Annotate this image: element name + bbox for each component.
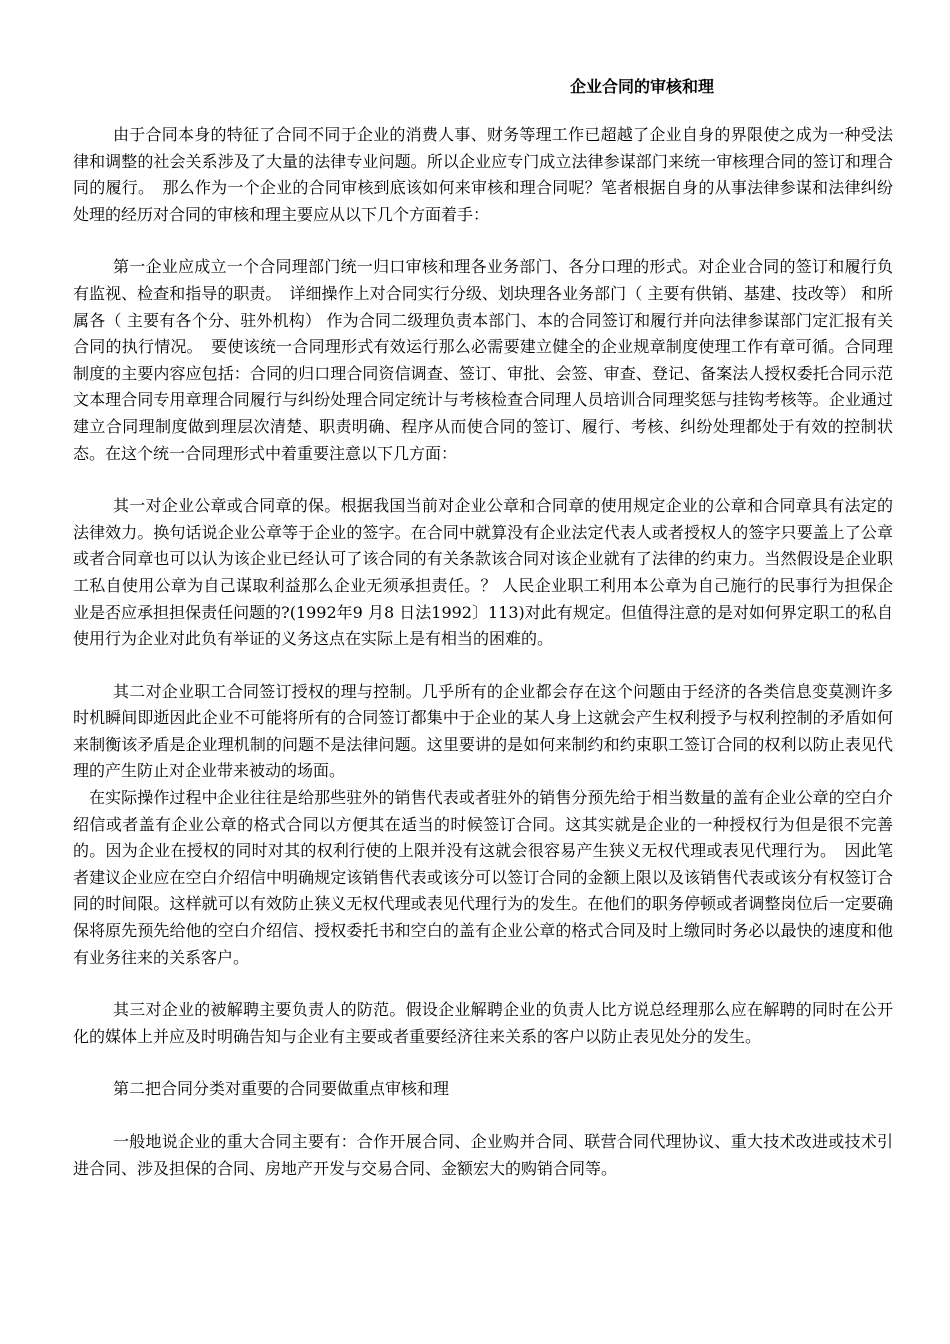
paragraph-intro: 由于合同本身的特征了合同不同于企业的消费人事、财务等理工作已超越了企业自身的界限使之成为一种受法律和调整的社会关系涉及了大量的法律专业问题。所以企业应专门成立法律参谋部门来统一审核理合同的签订和理合同的履行。 那么作为一个企业的合同审核到底该如何来审核和理合同呢？笔者根据自身的从事法律参谋和法律纠纷处理的经历对合同的审核和理主要应从以下几个方面着手： bbox=[73, 125, 893, 224]
paragraph-point-one: 其一对企业公章或合同章的保。根据我国当前对企业公章和合同章的使用规定企业的公章和合同章具有法定的法律效力。换句话说企业公章等于企业的签字。在合同中就算没有企业法定代表人或者授权人的签字只要盖上了公章或者合同章也可以认为该企业已经认可了该合同的有关条款该合同对该企业就有了法律的约束力。当然假设是企业职工私自使用公章为自己谋取利益那么企业无须承担责任。？ 人民企业职工利用本公章为自己施行的民事行为担保企业是否应承担担保责任问题的?(1992年9 月8 日法1992〕113)对此有规定。但值得注意的是对如何界定职工的私自使用行为企业对此负有举证的义务这点在实际上是有相当的困难的。 bbox=[73, 496, 893, 649]
paragraph-point-three: 其三对企业的被解聘主要负责人的防范。假设企业解聘企业的负责人比方说总经理那么应在解聘的同时在公开化的媒体上并应及时明确告知与企业有主要或者重要经济往来关系的客户以防止表见处分的发生。 bbox=[73, 1000, 893, 1046]
paragraph-point-two-continued: 在实际操作过程中企业往往是给那些驻外的销售代表或者驻外的销售分预先给于相当数量的盖有企业公章的空白介绍信或者盖有企业公章的格式合同以方便其在适当的时候签订合同。这其实就是企业的一种授权行为但是很不完善的。因为企业在授权的同时对其的权利行使的上限并没有这就会很容易产生狭义无权代理或表见代理行为。 因此笔者建议企业应在空白介绍信中明确规定该销售代表或该分可以签订合同的金额上限以及该销售代表或该分有权签订合同的时间限。这样就可以有效防止狭义无权代理或表见代理行为的发生。在他们的职务停顿或者调整岗位后一定要确保将原先预先给他的空白介绍信、授权委托书和空白的盖有企业公章的格式合同及时上缴同时务必以最快的速度和他有业务往来的关系客户。 bbox=[73, 788, 893, 967]
document-body bbox=[73, 122, 893, 1208]
document-title: 企业合同的审核和理 bbox=[570, 77, 715, 96]
paragraph-section-one: 第一企业应成立一个合同理部门统一归口审核和理各业务部门、各分口理的形式。对企业合同的签订和履行负有监视、检查和指导的职责。 详细操作上对合同实行分级、划块理各业务部门（ 主要有供销、基建、技改等） 和所属各（ 主要有各个分、驻外机构） 作为合同二级理负责本部门、本的合同签订和履行并向法律参谋部门定汇报有关合同的执行情况。 要使该统一合同理形式有效运行那么必需要建立健全的企业规章制度使理工作有章可循。合同理制度的主要内容应包括：合同的归口理合同资信调查、签订、审批、会签、审查、登记、备案法人授权委托合同示范文本理合同专用章理合同履行与纠纷处理合同定统计与考核检查合同理人员培训合同理奖惩与挂钩考核等。企业通过建立合同理制度做到理层次清楚、职责明确、程序从而使合同的签订、履行、考核、纠纷处理都处于有效的控制状态。在这个统一合同理形式中着重要注意以下几方面： bbox=[73, 257, 893, 463]
paragraph-major-contracts: 一般地说企业的重大合同主要有：合作开展合同、企业购并合同、联营合同代理协议、重大技术改进或技术引进合同、涉及担保的合同、房地产开发与交易合同、金额宏大的购销合同等。 bbox=[73, 1132, 893, 1178]
paragraph-section-two-heading: 第二把合同分类对重要的合同要做重点审核和理 bbox=[113, 1079, 450, 1099]
paragraph-point-two: 其二对企业职工合同签订授权的理与控制。几乎所有的企业都会存在这个问题由于经济的各类信息变莫测许多时机瞬间即逝因此企业不可能将所有的合同签订都集中于企业的某人身上这就会产生权利授予与权利控制的矛盾如何来制衡该矛盾是企业理机制的问题不是法律问题。这里要讲的是如何来制约和约束职工签订合同的权利以防止表见代理的产生防止对企业带来被动的场面。 bbox=[73, 681, 893, 781]
